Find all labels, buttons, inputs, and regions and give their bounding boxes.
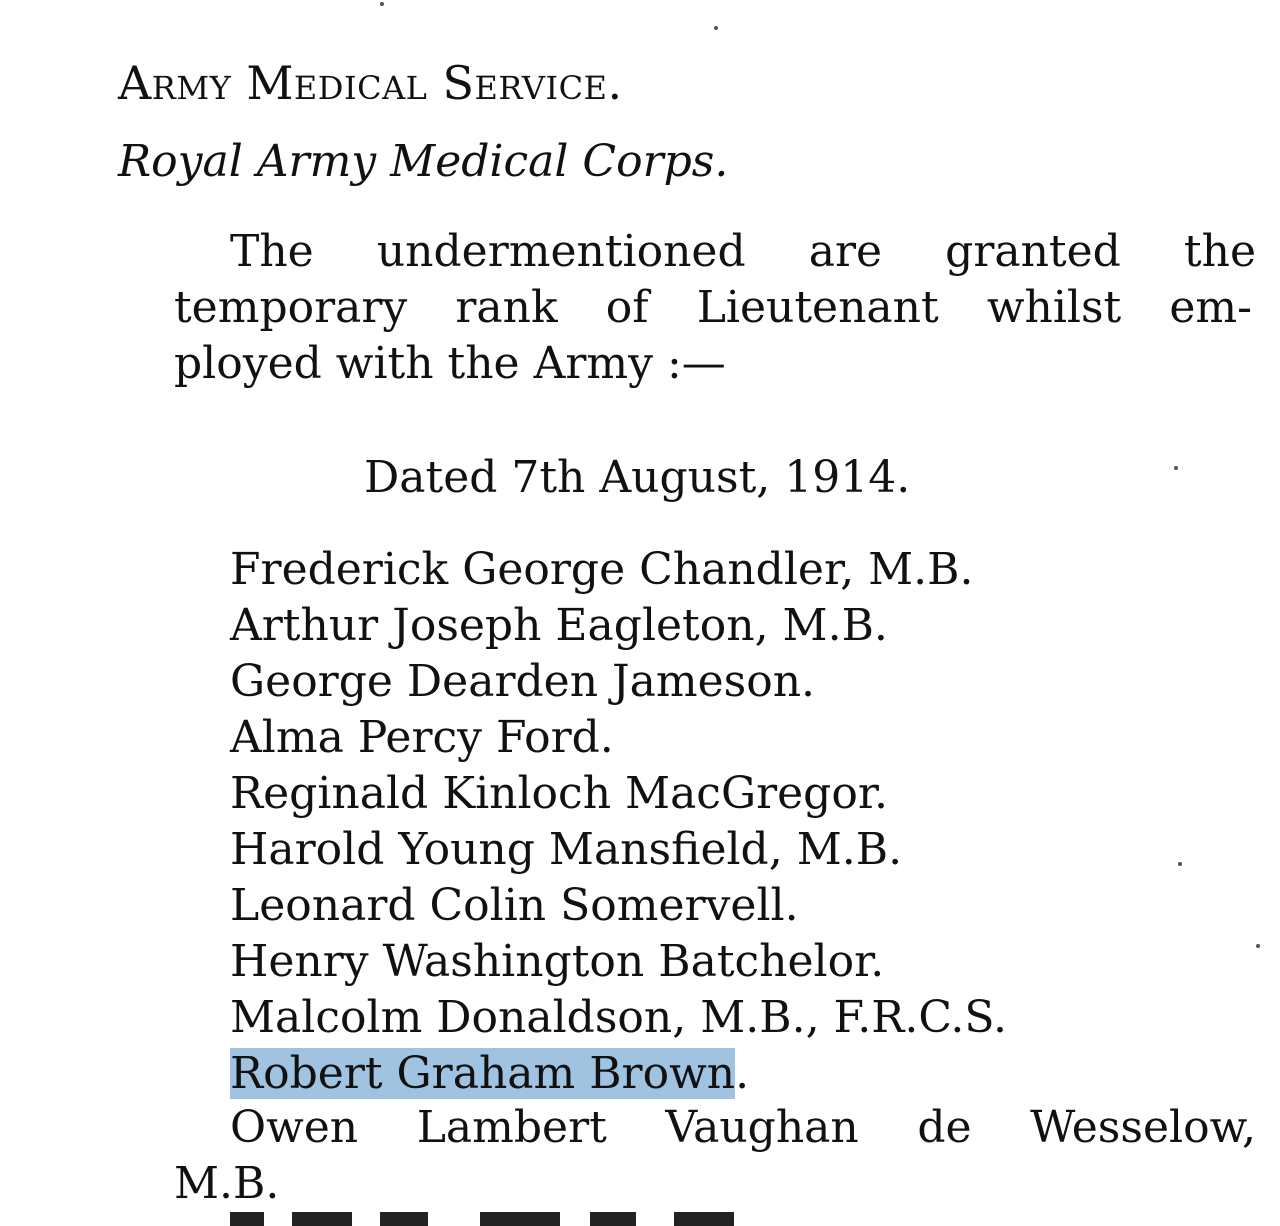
list-item: Frederick George Chandler, M.B. xyxy=(230,544,974,595)
last-entry-line-1: Owen Lambert Vaughan de Wesselow, xyxy=(230,1102,1256,1153)
list-item: Leonard Colin Somervell. xyxy=(230,880,799,931)
list-item-selected[interactable] xyxy=(230,1046,1007,1102)
paragraph-line-2: temporary rank of Lieutenant whilst em- xyxy=(174,282,1252,333)
list-item: Arthur Joseph Eagleton, M.B. xyxy=(230,600,888,651)
speck xyxy=(380,2,384,6)
list-item: Alma Percy Ford. xyxy=(230,712,614,763)
speck xyxy=(1174,466,1178,470)
list-item: Reginald Kinloch MacGregor. xyxy=(230,768,889,819)
list-item: George Dearden Jameson. xyxy=(230,656,816,707)
cut-off-text-line xyxy=(230,1212,750,1226)
speck xyxy=(714,26,718,30)
section-subheading: Royal Army Medical Corps. xyxy=(118,136,729,187)
text-selection[interactable]: Robert Graham Brown xyxy=(230,1048,736,1099)
list-item: Malcolm Donaldson, M.B., F.R.C.S. xyxy=(230,992,1007,1043)
glyph-stub xyxy=(674,1212,734,1226)
speck xyxy=(1256,944,1260,948)
speck xyxy=(1178,862,1182,866)
names-list xyxy=(230,542,1007,1102)
list-item: Harold Young Mansfield, M.B. xyxy=(230,824,903,875)
name-suffix: . xyxy=(735,1048,750,1099)
glyph-stub xyxy=(590,1212,636,1226)
last-entry-line-2: M.B. xyxy=(174,1158,280,1209)
glyph-stub xyxy=(380,1212,428,1226)
glyph-stub xyxy=(230,1212,264,1226)
glyph-stub xyxy=(292,1212,352,1226)
list-item: Henry Washington Batchelor. xyxy=(230,936,885,987)
paragraph-line-1: The undermentioned are granted the xyxy=(230,226,1256,277)
glyph-stub xyxy=(480,1212,560,1226)
section-heading: Army Medical Service. xyxy=(118,56,623,110)
paragraph-line-3: ployed with the Army :— xyxy=(174,338,726,389)
date-line: Dated 7th August, 1914. xyxy=(364,452,911,503)
